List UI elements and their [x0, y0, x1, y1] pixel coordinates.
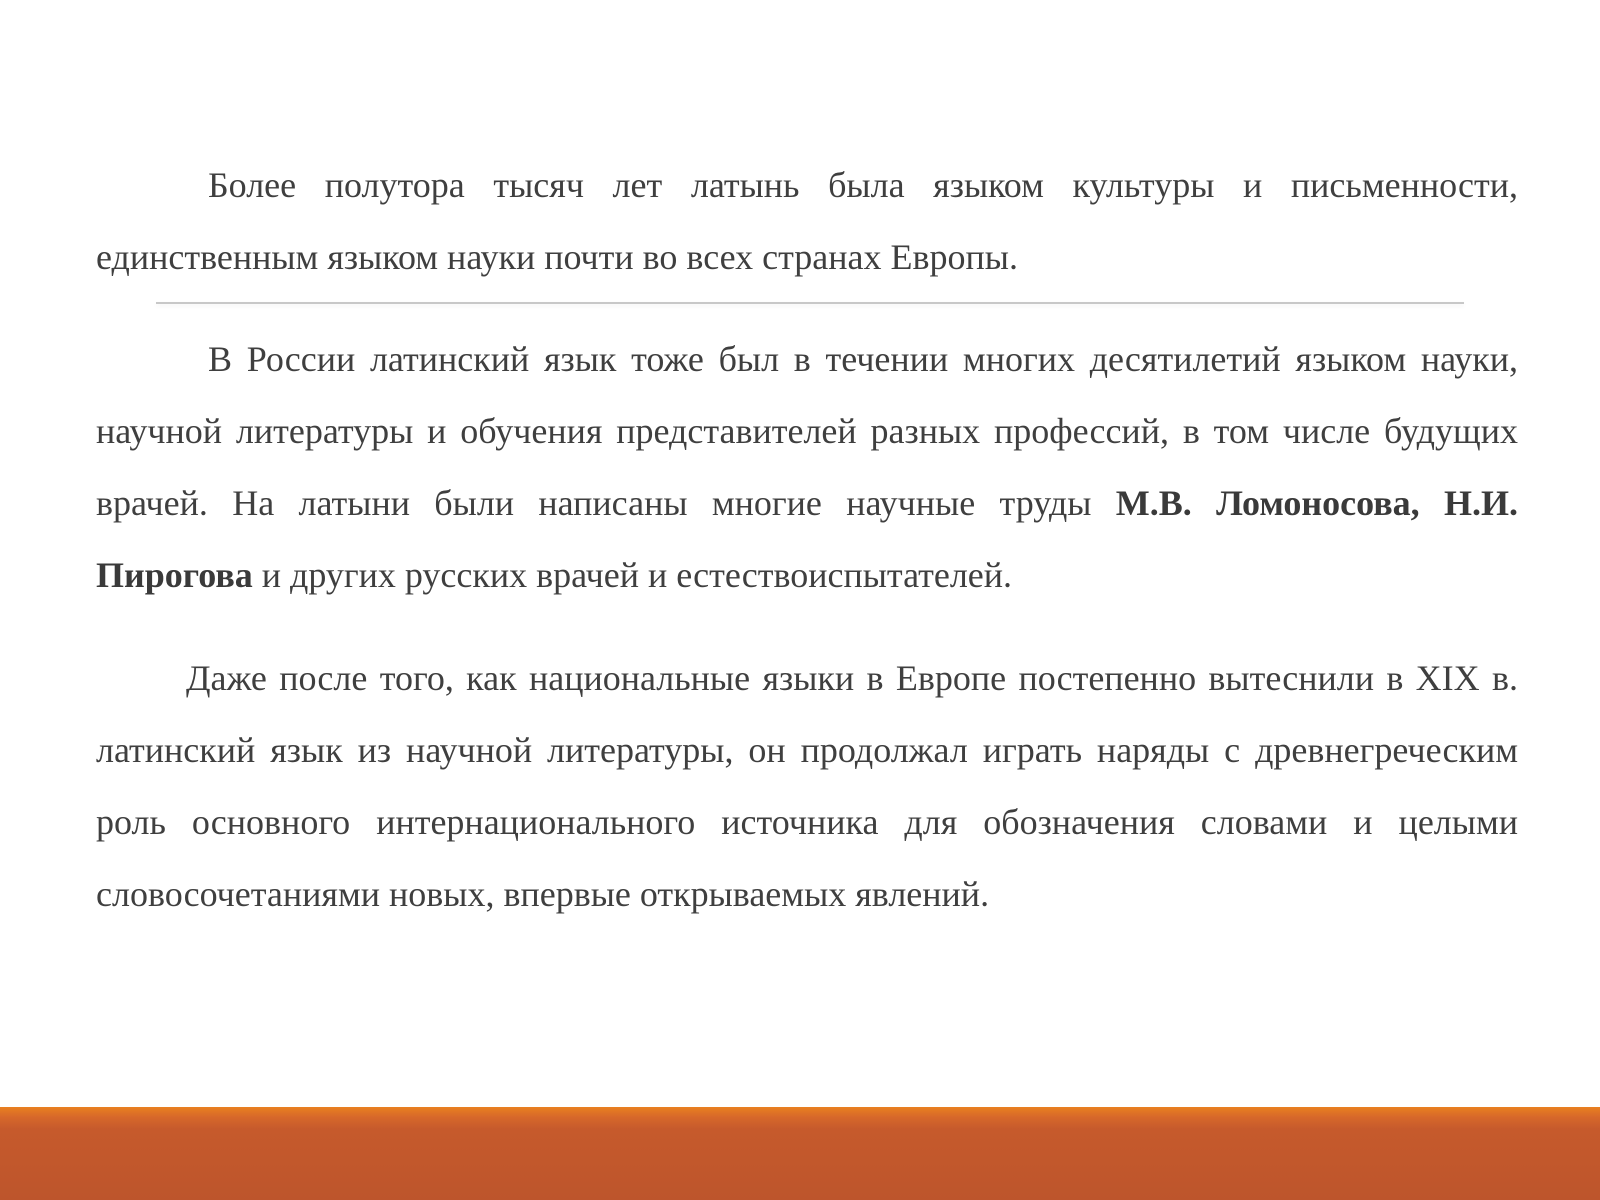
paragraph-text: В России латинский язык тоже был в течении многих десятилетий языком науки, научной литературы и обучения представителей разных профессий, в том числе будущих врачей. На латыни были написаны многие научные труды [96, 339, 1518, 523]
paragraph-latin-in-russia [96, 323, 1518, 611]
paragraph-latin-history [96, 149, 1518, 293]
paragraph-text: Более полутора тысяч лет латынь была языком культуры и письменности, единственным языком науки почти во всех странах Европы. [96, 165, 1518, 277]
paragraph-text-end: и других русских врачей и естествоиспытателей. [252, 555, 1013, 595]
scientist-names: М.В. Ломоносова, Н.И. Пирогова [96, 483, 1518, 595]
paragraph-latin-international [96, 642, 1518, 930]
paragraph-text: Даже после того, как национальные языки в Европе постепенно вытеснили в XIX в. латинский язык из научной литературы, он продолжал играть наряды с древнегреческим роль основного интернационального источника для обозначения словами и целыми словосочетаниями новых, впервые открываемых явлений. [96, 658, 1518, 914]
section-divider [156, 302, 1464, 304]
footer-accent-bar [0, 1107, 1600, 1200]
